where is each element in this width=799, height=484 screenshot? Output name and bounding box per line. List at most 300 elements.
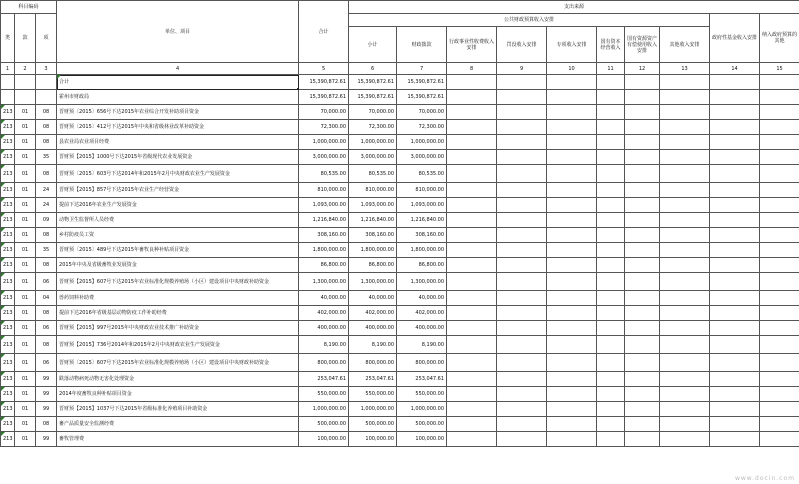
subtotal-cell[interactable]: 70,000.00 <box>349 105 397 120</box>
empty-cell[interactable] <box>625 372 660 387</box>
empty-cell[interactable] <box>597 432 625 447</box>
empty-cell[interactable] <box>710 432 760 447</box>
empty-cell[interactable] <box>597 90 625 105</box>
empty-cell[interactable] <box>547 243 597 258</box>
project-name-cell[interactable]: 晋财预〔2015〕489号下达2015年畜牧良种补贴项目资金 <box>57 243 299 258</box>
empty-cell[interactable] <box>497 120 547 135</box>
fiscal-cell[interactable]: 86,800.00 <box>397 258 447 273</box>
column-number-cell[interactable]: 10 <box>547 63 597 75</box>
empty-cell[interactable] <box>760 228 799 243</box>
code-kuan-cell[interactable]: 01 <box>15 372 36 387</box>
code-kuan-cell[interactable]: 01 <box>15 402 36 417</box>
empty-cell[interactable] <box>497 321 547 336</box>
empty-cell[interactable] <box>497 402 547 417</box>
code-lei-cell[interactable]: 213 <box>1 183 15 198</box>
empty-cell[interactable] <box>710 90 760 105</box>
empty-cell[interactable] <box>547 432 597 447</box>
code-lei-cell[interactable]: 213 <box>1 354 15 372</box>
empty-cell[interactable] <box>625 336 660 354</box>
empty-cell[interactable] <box>447 354 497 372</box>
empty-cell[interactable] <box>497 75 547 90</box>
fiscal-cell[interactable]: 80,535.00 <box>397 165 447 183</box>
empty-cell[interactable] <box>447 258 497 273</box>
empty-cell[interactable] <box>660 135 710 150</box>
total-cell[interactable]: 1,000,000.00 <box>299 135 349 150</box>
code-kuan-cell[interactable]: 01 <box>15 243 36 258</box>
code-xiang-cell[interactable]: 06 <box>36 273 57 291</box>
total-cell[interactable]: 800,000.00 <box>299 354 349 372</box>
empty-cell[interactable] <box>660 213 710 228</box>
code-kuan-cell[interactable]: 01 <box>15 135 36 150</box>
total-cell[interactable]: 100,000.00 <box>299 432 349 447</box>
empty-cell[interactable] <box>597 417 625 432</box>
code-kuan-cell[interactable]: 01 <box>15 120 36 135</box>
empty-cell[interactable] <box>547 336 597 354</box>
subtotal-cell[interactable]: 8,190.00 <box>349 336 397 354</box>
empty-cell[interactable] <box>625 228 660 243</box>
empty-cell[interactable] <box>625 165 660 183</box>
empty-cell[interactable] <box>660 150 710 165</box>
empty-cell[interactable] <box>760 183 799 198</box>
empty-cell[interactable] <box>497 417 547 432</box>
header-kemu[interactable]: 科目编码 <box>1 1 57 14</box>
code-kuan-cell[interactable]: 01 <box>15 273 36 291</box>
empty-cell[interactable] <box>497 387 547 402</box>
header-admin-fee[interactable]: 行政事业性收费收入安排 <box>447 27 497 63</box>
empty-cell[interactable] <box>760 417 799 432</box>
code-xiang-cell[interactable] <box>36 90 57 105</box>
empty-cell[interactable] <box>547 135 597 150</box>
fiscal-cell[interactable]: 1,216,840.00 <box>397 213 447 228</box>
code-xiang-cell[interactable]: 08 <box>36 120 57 135</box>
empty-cell[interactable] <box>547 321 597 336</box>
subtotal-cell[interactable]: 1,093,000.00 <box>349 198 397 213</box>
empty-cell[interactable] <box>497 213 547 228</box>
column-number-cell[interactable]: 1 <box>1 63 15 75</box>
subtotal-cell[interactable]: 100,000.00 <box>349 432 397 447</box>
project-name-cell[interactable]: 跌落动物病死动物无害化处理资金 <box>57 372 299 387</box>
empty-cell[interactable] <box>710 228 760 243</box>
fiscal-cell[interactable]: 402,000.00 <box>397 306 447 321</box>
empty-cell[interactable] <box>597 105 625 120</box>
fiscal-cell[interactable]: 253,047.61 <box>397 372 447 387</box>
empty-cell[interactable] <box>597 183 625 198</box>
subtotal-cell[interactable]: 1,000,000.00 <box>349 402 397 417</box>
empty-cell[interactable] <box>660 75 710 90</box>
empty-cell[interactable] <box>547 165 597 183</box>
code-lei-cell[interactable] <box>1 75 15 90</box>
project-name-cell[interactable]: 动物卫生监督所人员经费 <box>57 213 299 228</box>
total-cell[interactable]: 253,047.61 <box>299 372 349 387</box>
header-xiang[interactable]: 项 <box>36 14 57 63</box>
empty-cell[interactable] <box>710 150 760 165</box>
column-number-cell[interactable]: 6 <box>349 63 397 75</box>
total-cell[interactable]: 8,190.00 <box>299 336 349 354</box>
code-kuan-cell[interactable]: 01 <box>15 306 36 321</box>
project-name-cell[interactable]: 晋财预【2015】736号2014年和2015年2月中央财政农业生产发展资金 <box>57 336 299 354</box>
empty-cell[interactable] <box>760 135 799 150</box>
empty-cell[interactable] <box>660 105 710 120</box>
total-cell[interactable]: 400,000.00 <box>299 321 349 336</box>
total-cell[interactable]: 15,390,872.61 <box>299 90 349 105</box>
empty-cell[interactable] <box>497 258 547 273</box>
code-lei-cell[interactable]: 213 <box>1 198 15 213</box>
subtotal-cell[interactable]: 80,535.00 <box>349 165 397 183</box>
total-cell[interactable]: 70,000.00 <box>299 105 349 120</box>
empty-cell[interactable] <box>597 243 625 258</box>
code-xiang-cell[interactable]: 99 <box>36 402 57 417</box>
code-lei-cell[interactable]: 213 <box>1 372 15 387</box>
empty-cell[interactable] <box>760 321 799 336</box>
fiscal-cell[interactable]: 308,160.00 <box>397 228 447 243</box>
empty-cell[interactable] <box>497 198 547 213</box>
code-kuan-cell[interactable] <box>15 90 36 105</box>
project-name-cell[interactable]: 晋财预【2015】607号下达2015年农业标准化规模养殖场（小区）建设项目中央财政补助资金 <box>57 273 299 291</box>
header-expend[interactable]: 支出来源 <box>349 1 799 14</box>
code-xiang-cell[interactable]: 08 <box>36 165 57 183</box>
empty-cell[interactable] <box>497 291 547 306</box>
empty-cell[interactable] <box>660 291 710 306</box>
project-name-cell[interactable]: 乡村防疫员工资 <box>57 228 299 243</box>
code-xiang-cell[interactable]: 08 <box>36 135 57 150</box>
empty-cell[interactable] <box>497 372 547 387</box>
column-number-cell[interactable]: 13 <box>660 63 710 75</box>
subtotal-cell[interactable]: 550,000.00 <box>349 387 397 402</box>
empty-cell[interactable] <box>760 306 799 321</box>
empty-cell[interactable] <box>497 273 547 291</box>
empty-cell[interactable] <box>447 120 497 135</box>
code-kuan-cell[interactable] <box>15 75 36 90</box>
code-xiang-cell[interactable]: 99 <box>36 387 57 402</box>
empty-cell[interactable] <box>597 165 625 183</box>
code-xiang-cell[interactable]: 08 <box>36 228 57 243</box>
empty-cell[interactable] <box>760 75 799 90</box>
subtotal-cell[interactable]: 15,390,872.61 <box>349 75 397 90</box>
empty-cell[interactable] <box>760 291 799 306</box>
empty-cell[interactable] <box>625 258 660 273</box>
empty-cell[interactable] <box>497 105 547 120</box>
empty-cell[interactable] <box>625 105 660 120</box>
empty-cell[interactable] <box>497 432 547 447</box>
empty-cell[interactable] <box>760 402 799 417</box>
code-xiang-cell[interactable]: 24 <box>36 183 57 198</box>
code-kuan-cell[interactable]: 01 <box>15 150 36 165</box>
empty-cell[interactable] <box>447 306 497 321</box>
header-total[interactable]: 合计 <box>299 1 349 63</box>
fiscal-cell[interactable]: 800,000.00 <box>397 354 447 372</box>
empty-cell[interactable] <box>660 387 710 402</box>
project-name-cell[interactable]: 提前下达2016年农业生产发展资金 <box>57 198 299 213</box>
empty-cell[interactable] <box>497 243 547 258</box>
header-public[interactable]: 公共财政预算收入安排 <box>349 14 710 27</box>
empty-cell[interactable] <box>597 291 625 306</box>
empty-cell[interactable] <box>447 387 497 402</box>
empty-cell[interactable] <box>597 354 625 372</box>
code-kuan-cell[interactable]: 01 <box>15 213 36 228</box>
code-xiang-cell[interactable]: 99 <box>36 432 57 447</box>
subtotal-cell[interactable]: 1,216,840.00 <box>349 213 397 228</box>
empty-cell[interactable] <box>760 198 799 213</box>
empty-cell[interactable] <box>660 273 710 291</box>
empty-cell[interactable] <box>660 198 710 213</box>
empty-cell[interactable] <box>660 228 710 243</box>
empty-cell[interactable] <box>710 183 760 198</box>
empty-cell[interactable] <box>547 198 597 213</box>
fiscal-cell[interactable]: 15,390,872.61 <box>397 90 447 105</box>
code-lei-cell[interactable]: 213 <box>1 387 15 402</box>
code-lei-cell[interactable]: 213 <box>1 150 15 165</box>
code-lei-cell[interactable]: 213 <box>1 291 15 306</box>
empty-cell[interactable] <box>597 258 625 273</box>
code-kuan-cell[interactable]: 01 <box>15 321 36 336</box>
subtotal-cell[interactable]: 86,800.00 <box>349 258 397 273</box>
column-number-cell[interactable]: 15 <box>760 63 799 75</box>
total-cell[interactable]: 1,216,840.00 <box>299 213 349 228</box>
subtotal-cell[interactable]: 1,000,000.00 <box>349 135 397 150</box>
code-lei-cell[interactable]: 213 <box>1 417 15 432</box>
empty-cell[interactable] <box>710 291 760 306</box>
header-lei[interactable]: 类 <box>1 14 15 63</box>
project-name-cell[interactable]: 2015年中央及省级畜牧业发展资金 <box>57 258 299 273</box>
fiscal-cell[interactable]: 1,093,000.00 <box>397 198 447 213</box>
empty-cell[interactable] <box>660 306 710 321</box>
empty-cell[interactable] <box>660 165 710 183</box>
subtotal-cell[interactable]: 1,300,000.00 <box>349 273 397 291</box>
fiscal-cell[interactable]: 3,000,000.00 <box>397 150 447 165</box>
subtotal-cell[interactable]: 500,000.00 <box>349 417 397 432</box>
header-kuan[interactable]: 款 <box>15 14 36 63</box>
empty-cell[interactable] <box>597 228 625 243</box>
empty-cell[interactable] <box>447 213 497 228</box>
empty-cell[interactable] <box>660 372 710 387</box>
empty-cell[interactable] <box>760 354 799 372</box>
code-lei-cell[interactable]: 213 <box>1 336 15 354</box>
empty-cell[interactable] <box>625 198 660 213</box>
empty-cell[interactable] <box>625 150 660 165</box>
empty-cell[interactable] <box>497 135 547 150</box>
fiscal-cell[interactable]: 810,000.00 <box>397 183 447 198</box>
empty-cell[interactable] <box>625 402 660 417</box>
total-cell[interactable]: 308,160.00 <box>299 228 349 243</box>
total-cell[interactable]: 1,800,000.00 <box>299 243 349 258</box>
empty-cell[interactable] <box>660 336 710 354</box>
header-fund[interactable]: 政府性基金收入安排 <box>710 14 760 63</box>
empty-cell[interactable] <box>710 321 760 336</box>
empty-cell[interactable] <box>547 75 597 90</box>
code-lei-cell[interactable] <box>1 90 15 105</box>
empty-cell[interactable] <box>597 120 625 135</box>
empty-cell[interactable] <box>597 372 625 387</box>
code-kuan-cell[interactable]: 01 <box>15 354 36 372</box>
empty-cell[interactable] <box>710 372 760 387</box>
project-name-cell[interactable]: 晋财预【2015】1000号下达2015年省级现代农业发展资金 <box>57 150 299 165</box>
code-xiang-cell[interactable]: 35 <box>36 243 57 258</box>
code-xiang-cell[interactable]: 08 <box>36 258 57 273</box>
fiscal-cell[interactable]: 550,000.00 <box>397 387 447 402</box>
fiscal-cell[interactable]: 1,300,000.00 <box>397 273 447 291</box>
total-cell[interactable]: 1,300,000.00 <box>299 273 349 291</box>
project-name-cell[interactable]: 晋财预〔2015〕656号下达2015年农业综合开发补助项目资金 <box>57 105 299 120</box>
empty-cell[interactable] <box>597 150 625 165</box>
column-number-cell[interactable]: 4 <box>57 63 299 75</box>
subtotal-cell[interactable]: 800,000.00 <box>349 354 397 372</box>
subtotal-cell[interactable]: 3,000,000.00 <box>349 150 397 165</box>
header-subtotal[interactable]: 小计 <box>349 27 397 63</box>
total-cell[interactable]: 3,000,000.00 <box>299 150 349 165</box>
fiscal-cell[interactable]: 400,000.00 <box>397 321 447 336</box>
project-name-cell[interactable]: 2014年度畜牧良种补贴项目资金 <box>57 387 299 402</box>
project-name-cell[interactable]: 晋财预【2015】1037号下达2015年省级标准化养殖项目补助资金 <box>57 402 299 417</box>
empty-cell[interactable] <box>660 432 710 447</box>
subtotal-cell[interactable]: 1,800,000.00 <box>349 243 397 258</box>
empty-cell[interactable] <box>660 402 710 417</box>
code-lei-cell[interactable]: 213 <box>1 105 15 120</box>
header-fund2[interactable]: 纳入政府预算的其他 <box>760 14 799 63</box>
header-fiscal[interactable]: 财政拨款 <box>397 27 447 63</box>
empty-cell[interactable] <box>760 150 799 165</box>
empty-cell[interactable] <box>447 291 497 306</box>
empty-cell[interactable] <box>547 105 597 120</box>
header-special[interactable]: 专项收入安排 <box>547 27 597 63</box>
code-kuan-cell[interactable]: 01 <box>15 165 36 183</box>
code-kuan-cell[interactable]: 01 <box>15 105 36 120</box>
empty-cell[interactable] <box>447 321 497 336</box>
fiscal-cell[interactable]: 1,000,000.00 <box>397 135 447 150</box>
project-name-cell[interactable]: 畜产品质量安全监测经费 <box>57 417 299 432</box>
column-number-cell[interactable]: 14 <box>710 63 760 75</box>
empty-cell[interactable] <box>547 273 597 291</box>
empty-cell[interactable] <box>760 273 799 291</box>
empty-cell[interactable] <box>625 432 660 447</box>
empty-cell[interactable] <box>710 417 760 432</box>
empty-cell[interactable] <box>625 243 660 258</box>
empty-cell[interactable] <box>497 183 547 198</box>
fiscal-cell[interactable]: 100,000.00 <box>397 432 447 447</box>
empty-cell[interactable] <box>497 150 547 165</box>
project-name-cell[interactable]: 县农业局农业项目经费 <box>57 135 299 150</box>
empty-cell[interactable] <box>710 120 760 135</box>
empty-cell[interactable] <box>660 90 710 105</box>
code-lei-cell[interactable]: 213 <box>1 402 15 417</box>
empty-cell[interactable] <box>547 213 597 228</box>
code-kuan-cell[interactable]: 01 <box>15 228 36 243</box>
code-xiang-cell[interactable]: 08 <box>36 417 57 432</box>
empty-cell[interactable] <box>625 387 660 402</box>
empty-cell[interactable] <box>625 417 660 432</box>
empty-cell[interactable] <box>597 336 625 354</box>
empty-cell[interactable] <box>625 183 660 198</box>
code-kuan-cell[interactable]: 01 <box>15 417 36 432</box>
code-lei-cell[interactable]: 213 <box>1 120 15 135</box>
empty-cell[interactable] <box>710 135 760 150</box>
empty-cell[interactable] <box>660 417 710 432</box>
column-number-cell[interactable]: 9 <box>497 63 547 75</box>
code-xiang-cell[interactable]: 99 <box>36 372 57 387</box>
empty-cell[interactable] <box>597 198 625 213</box>
empty-cell[interactable] <box>597 273 625 291</box>
project-name-cell[interactable]: 兽药饲料补助费 <box>57 291 299 306</box>
project-name-cell[interactable]: 晋财预〔2015〕607号下达2015年农业标准化规模养殖场（小区）建设项目中央财政补助资金 <box>57 354 299 372</box>
empty-cell[interactable] <box>625 306 660 321</box>
empty-cell[interactable] <box>760 243 799 258</box>
empty-cell[interactable] <box>447 273 497 291</box>
code-lei-cell[interactable]: 213 <box>1 213 15 228</box>
empty-cell[interactable] <box>760 165 799 183</box>
empty-cell[interactable] <box>710 306 760 321</box>
column-number-cell[interactable]: 11 <box>597 63 625 75</box>
total-cell[interactable]: 500,000.00 <box>299 417 349 432</box>
empty-cell[interactable] <box>497 354 547 372</box>
empty-cell[interactable] <box>660 243 710 258</box>
total-cell[interactable]: 86,800.00 <box>299 258 349 273</box>
code-lei-cell[interactable]: 213 <box>1 135 15 150</box>
project-name-cell[interactable]: 畜牧管理费 <box>57 432 299 447</box>
code-kuan-cell[interactable]: 01 <box>15 198 36 213</box>
empty-cell[interactable] <box>447 432 497 447</box>
header-other[interactable]: 其他收入安排 <box>660 27 710 63</box>
subtotal-cell[interactable]: 40,000.00 <box>349 291 397 306</box>
empty-cell[interactable] <box>710 105 760 120</box>
empty-cell[interactable] <box>597 387 625 402</box>
code-xiang-cell[interactable]: 24 <box>36 198 57 213</box>
empty-cell[interactable] <box>660 120 710 135</box>
empty-cell[interactable] <box>447 402 497 417</box>
fiscal-cell[interactable]: 72,300.00 <box>397 120 447 135</box>
empty-cell[interactable] <box>760 387 799 402</box>
code-xiang-cell[interactable]: 06 <box>36 321 57 336</box>
empty-cell[interactable] <box>625 120 660 135</box>
empty-cell[interactable] <box>547 306 597 321</box>
empty-cell[interactable] <box>447 372 497 387</box>
empty-cell[interactable] <box>625 213 660 228</box>
code-kuan-cell[interactable]: 01 <box>15 336 36 354</box>
empty-cell[interactable] <box>710 354 760 372</box>
fill-handle[interactable] <box>297 88 299 90</box>
project-name-cell[interactable]: 晋财预【2015】857号下达2015年农业生产经营资金 <box>57 183 299 198</box>
empty-cell[interactable] <box>597 75 625 90</box>
empty-cell[interactable] <box>710 75 760 90</box>
empty-cell[interactable] <box>497 336 547 354</box>
empty-cell[interactable] <box>710 165 760 183</box>
project-name-cell[interactable]: 合计 <box>57 75 299 90</box>
empty-cell[interactable] <box>597 321 625 336</box>
column-number-cell[interactable]: 7 <box>397 63 447 75</box>
empty-cell[interactable] <box>760 372 799 387</box>
empty-cell[interactable] <box>447 228 497 243</box>
empty-cell[interactable] <box>710 402 760 417</box>
empty-cell[interactable] <box>760 105 799 120</box>
empty-cell[interactable] <box>710 243 760 258</box>
empty-cell[interactable] <box>547 90 597 105</box>
empty-cell[interactable] <box>547 183 597 198</box>
code-xiang-cell[interactable]: 08 <box>36 336 57 354</box>
fiscal-cell[interactable]: 40,000.00 <box>397 291 447 306</box>
column-number-cell[interactable]: 3 <box>36 63 57 75</box>
empty-cell[interactable] <box>625 321 660 336</box>
empty-cell[interactable] <box>447 198 497 213</box>
fiscal-cell[interactable]: 1,000,000.00 <box>397 402 447 417</box>
code-lei-cell[interactable]: 213 <box>1 321 15 336</box>
empty-cell[interactable] <box>710 387 760 402</box>
fiscal-cell[interactable]: 500,000.00 <box>397 417 447 432</box>
empty-cell[interactable] <box>447 165 497 183</box>
empty-cell[interactable] <box>760 90 799 105</box>
empty-cell[interactable] <box>447 105 497 120</box>
empty-cell[interactable] <box>447 243 497 258</box>
subtotal-cell[interactable]: 15,390,872.61 <box>349 90 397 105</box>
empty-cell[interactable] <box>547 258 597 273</box>
code-lei-cell[interactable]: 213 <box>1 258 15 273</box>
